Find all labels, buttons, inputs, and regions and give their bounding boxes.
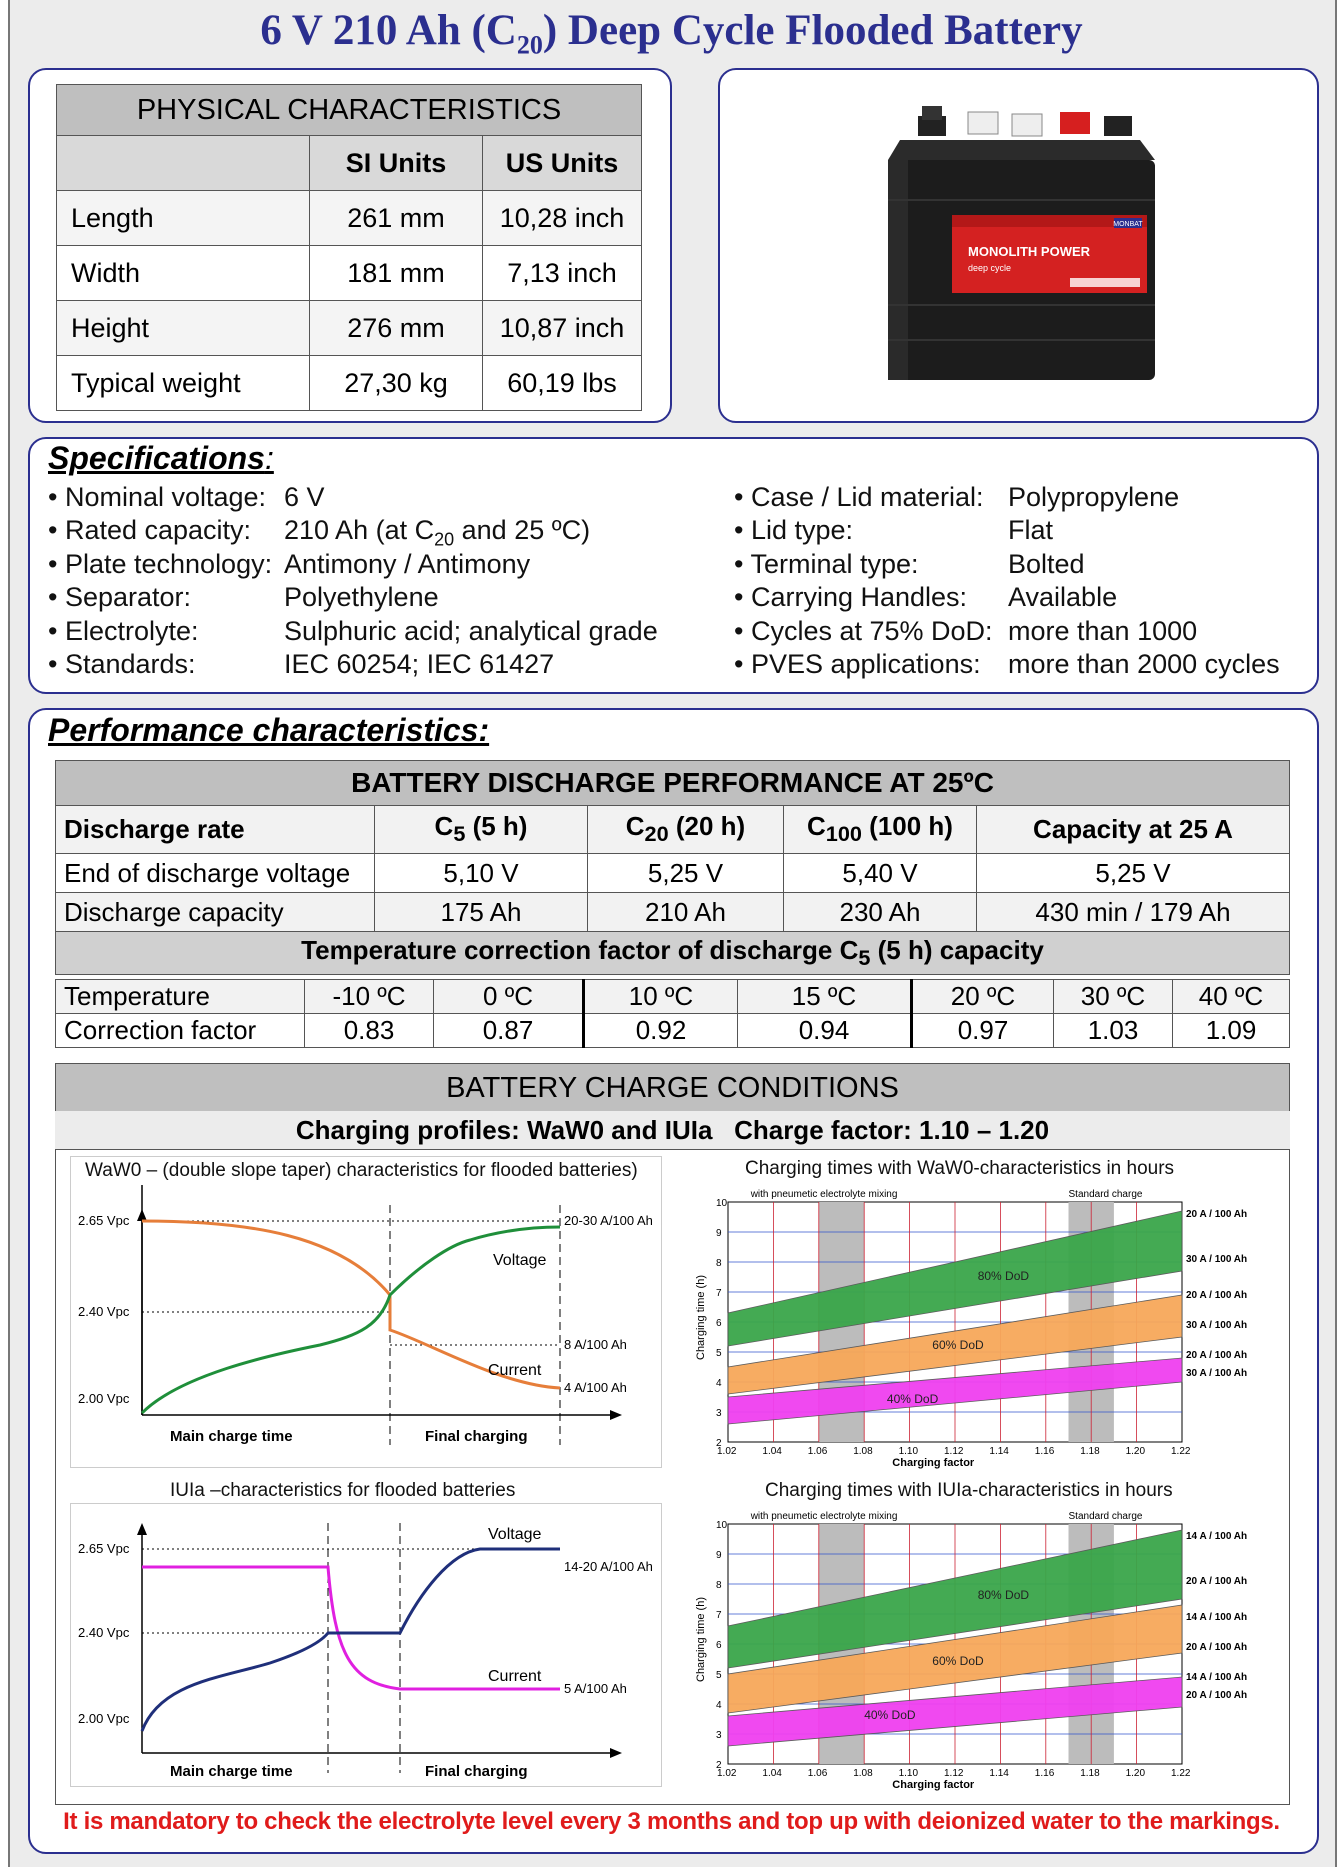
y-tick-label: 6 — [716, 1318, 722, 1329]
discharge-table — [55, 760, 1290, 975]
table-row — [57, 301, 642, 356]
si-value: 261 mm — [310, 191, 483, 246]
rate-label: 20 A / 100 Ah — [1186, 1576, 1248, 1587]
cell: 5,40 V — [784, 854, 977, 893]
si-value: 181 mm — [310, 246, 483, 301]
cell: 175 Ah — [375, 893, 588, 932]
spec-label: • Carrying Handles: — [734, 582, 968, 613]
us-value: 10,87 inch — [483, 301, 642, 356]
si-units-header: SI Units — [310, 136, 483, 191]
spec-value: more than 1000 — [1008, 615, 1198, 646]
temp-cell: 20 ºC — [912, 980, 1054, 1014]
spec-value: Sulphuric acid; analytical grade — [284, 615, 658, 646]
y-tick-label: 4 — [716, 1378, 722, 1389]
y-tick-label: 9 — [716, 1550, 722, 1561]
y-tick-label: 10 — [716, 1520, 728, 1531]
y-tick-label: 7 — [716, 1610, 722, 1621]
standard-charge-label: Standard charge — [1068, 1189, 1143, 1200]
row-label: Length — [57, 191, 310, 246]
rate-label: 20 A / 100 Ah — [1186, 1690, 1248, 1701]
temp-cell: -10 ºC — [305, 980, 434, 1014]
spec-label: • Terminal type: — [734, 548, 919, 579]
x-tick-label: 1.18 — [1080, 1446, 1100, 1457]
y-tick-label: 5 — [716, 1348, 722, 1359]
iuia-v265-label: 2.65 Vpc — [78, 1541, 130, 1556]
factor-cell: 0.92 — [584, 1014, 738, 1048]
waw0-diagram — [70, 1185, 660, 1465]
waw0-rate3: 4 A/100 Ah — [564, 1380, 627, 1395]
spec-value: Polypropylene — [1008, 482, 1180, 512]
rate-label: 14 A / 100 Ah — [1186, 1612, 1248, 1623]
rate-label: 20 A / 100 Ah — [1186, 1290, 1248, 1301]
row-label: Width — [57, 246, 310, 301]
electrolyte-warning: It is mandatory to check the electrolyte level every 3 months and top up with deionized water to the markings. — [63, 1808, 1280, 1835]
spec-value: Polyethylene — [284, 582, 439, 613]
y-tick-label: 6 — [716, 1640, 722, 1651]
row-label: End of discharge voltage — [56, 854, 375, 893]
waw0-main-charge: Main charge time — [170, 1428, 293, 1445]
spec-label: • PVES applications: — [734, 649, 981, 679]
physical-header: PHYSICAL CHARACTERISTICS — [57, 85, 642, 136]
spec-label: • Standards: — [48, 649, 196, 679]
y-tick-label: 2 — [716, 1438, 722, 1449]
spec-value: 6 V — [284, 482, 325, 512]
x-axis-label: Charging factor — [892, 1779, 975, 1791]
y-tick-label: 3 — [716, 1408, 722, 1419]
row-label: Temperature — [56, 980, 305, 1014]
temp-cell: 10 ºC — [584, 980, 738, 1014]
col-capacity-25a: Capacity at 25 A — [977, 806, 1290, 854]
temp-cell: 30 ºC — [1054, 980, 1173, 1014]
x-tick-label: 1.20 — [1125, 1768, 1146, 1779]
y-tick-label: 8 — [716, 1580, 722, 1591]
col-c20: $C_{20}$ (20 h) — [588, 806, 784, 854]
table-row — [57, 246, 642, 301]
x-tick-label: 1.06 — [807, 1768, 828, 1779]
v265-label: 2.65 Vpc — [78, 1213, 130, 1228]
charge-header: BATTERY CHARGE CONDITIONS — [55, 1063, 1290, 1113]
factor-cell: 0.94 — [738, 1014, 912, 1048]
spec-label: • Rated capacity: — [48, 515, 252, 546]
v240-label: 2.40 Vpc — [78, 1304, 130, 1319]
x-tick-label: 1.06 — [807, 1446, 828, 1457]
iuia-v240-label: 2.40 Vpc — [78, 1625, 130, 1640]
spec-label: • Nominal voltage: — [48, 482, 267, 512]
physical-table — [56, 84, 642, 411]
iuia-charging-time-chart — [690, 1502, 1290, 1792]
col-c5: $C_5$ (5 h) — [375, 806, 588, 854]
iuia-diagram — [70, 1503, 660, 1785]
battery-subbrand: deep cycle — [968, 263, 1012, 273]
waw0-charging-time-chart — [690, 1180, 1290, 1470]
rate-label: 20 A / 100 Ah — [1186, 1642, 1248, 1653]
y-tick-label: 2 — [716, 1760, 722, 1771]
iuia-voltage-label: Voltage — [488, 1526, 542, 1543]
temperature-table — [55, 979, 1290, 1048]
mixing-label: with pneumetic electrolyte mixing — [750, 1189, 898, 1200]
battery-image — [870, 100, 1170, 390]
si-value: 27,30 kg — [310, 356, 483, 411]
x-tick-label: 1.08 — [853, 1446, 873, 1457]
y-axis-label: Charging time (h) — [695, 1597, 707, 1682]
specifications-title: Specifications: — [48, 440, 274, 476]
waw0-final-charging: Final charging — [425, 1428, 528, 1445]
cell: 5,10 V — [375, 854, 588, 893]
x-tick-label: 1.08 — [853, 1768, 873, 1779]
rate-label: 30 A / 100 Ah — [1186, 1254, 1248, 1265]
us-value: 10,28 inch — [483, 191, 642, 246]
cell: 210 Ah — [588, 893, 784, 932]
charge-subheader: Charging profiles: WaW0 and IUIa Charge factor: 1.10 – 1.20 — [55, 1111, 1290, 1150]
discharge-header: BATTERY DISCHARGE PERFORMANCE AT 25ºC — [56, 761, 1290, 806]
spec-label: • Separator: — [48, 582, 192, 613]
table-row — [56, 980, 1290, 1014]
battery-badge: MONBAT — [1113, 221, 1143, 228]
iuia-final-charging: Final charging — [425, 1763, 528, 1780]
rate-label: 14 A / 100 Ah — [1186, 1672, 1248, 1683]
rate-label: 20 A / 100 Ah — [1186, 1209, 1248, 1220]
factor-cell: 1.09 — [1173, 1014, 1290, 1048]
corner-cell — [57, 136, 310, 191]
rate-label: 30 A / 100 Ah — [1186, 1368, 1248, 1379]
iuia-title: IUIa –characteristics for flooded batteries — [170, 1480, 516, 1501]
x-tick-label: 1.16 — [1034, 1768, 1055, 1779]
col-c100: $C_{100}$ (100 h) — [784, 806, 977, 854]
us-value: 60,19 lbs — [483, 356, 642, 411]
table-row — [56, 1014, 1290, 1048]
y-tick-label: 3 — [716, 1730, 722, 1741]
spec-label: • Lid type: — [734, 515, 854, 546]
us-units-header: US Units — [483, 136, 642, 191]
x-tick-label: 1.22 — [1171, 1446, 1191, 1457]
temp-cell: 15 ºC — [738, 980, 912, 1014]
si-value: 276 mm — [310, 301, 483, 356]
y-tick-label: 9 — [716, 1228, 722, 1239]
x-tick-label: 1.02 — [717, 1768, 737, 1779]
temperature-header: Temperature correction factor of discharge $C_5$ (5 h) capacity — [56, 932, 1290, 975]
temp-cell: 0 ºC — [434, 980, 584, 1014]
v200-label: 2.00 Vpc — [78, 1391, 130, 1406]
x-tick-label: 1.04 — [762, 1768, 782, 1779]
factor-cell: 1.03 — [1054, 1014, 1173, 1048]
dod-label: 40% DoD — [886, 1392, 939, 1406]
dod-label: 80% DoD — [977, 1269, 1030, 1283]
cell: 5,25 V — [977, 854, 1290, 893]
row-label: Correction factor — [56, 1014, 305, 1048]
y-axis-label: Charging time (h) — [695, 1275, 707, 1360]
factor-cell: 0.83 — [305, 1014, 434, 1048]
y-tick-label: 10 — [716, 1198, 728, 1209]
dod-label: 40% DoD — [864, 1708, 916, 1722]
x-tick-label: 1.20 — [1125, 1446, 1146, 1457]
iuia-v200-label: 2.00 Vpc — [78, 1711, 130, 1726]
chart1-title: Charging times with WaW0-characteristics in hours — [745, 1158, 1175, 1179]
x-axis-label: Charging factor — [892, 1457, 975, 1469]
waw0-title: WaW0 – (double slope taper) characteristics for flooded batteries) — [85, 1160, 638, 1181]
table-row — [56, 893, 1290, 932]
x-tick-label: 1.10 — [898, 1446, 919, 1457]
spec-value: Antimony / Antimony — [284, 548, 531, 579]
x-tick-label: 1.12 — [944, 1768, 964, 1779]
waw0-current-label: Current — [488, 1362, 542, 1379]
spec-value: Available — [1008, 582, 1118, 613]
x-tick-label: 1.14 — [989, 1446, 1009, 1457]
cell: 5,25 V — [588, 854, 784, 893]
spec-label: • Electrolyte: — [48, 615, 199, 646]
spec-value: IEC 60254; IEC 61427 — [284, 649, 555, 679]
iuia-main-charge: Main charge time — [170, 1763, 293, 1780]
table-row — [57, 356, 642, 411]
x-tick-label: 1.18 — [1080, 1768, 1100, 1779]
dod-label: 60% DoD — [932, 1654, 984, 1668]
spec-value: 210 Ah (at $C_{20}$ and 25 ºC) — [284, 515, 591, 550]
iuia-rate2: 5 A/100 Ah — [564, 1681, 627, 1696]
table-row — [56, 854, 1290, 893]
temp-cell: 40 ºC — [1173, 980, 1290, 1014]
rate-label: 20 A / 100 Ah — [1186, 1350, 1248, 1361]
x-tick-label: 1.12 — [944, 1446, 964, 1457]
iuia-rate1: 14-20 A/100 Ah — [564, 1559, 653, 1574]
row-label: Typical weight — [57, 356, 310, 411]
dod-label: 60% DoD — [932, 1338, 984, 1352]
rate-label: 14 A / 100 Ah — [1186, 1531, 1248, 1542]
x-tick-label: 1.10 — [898, 1768, 919, 1779]
iuia-current-label: Current — [488, 1668, 542, 1685]
y-tick-label: 8 — [716, 1258, 722, 1269]
page-title: 6 V 210 Ah $(C_{20})$ Deep Cycle Flooded Battery — [260, 7, 1083, 60]
factor-cell: 0.97 — [912, 1014, 1054, 1048]
spec-value: Bolted — [1008, 548, 1085, 579]
waw0-rate2: 8 A/100 Ah — [564, 1337, 627, 1352]
row-label: Discharge capacity — [56, 893, 375, 932]
x-tick-label: 1.16 — [1034, 1446, 1055, 1457]
performance-title: Performance characteristics: — [48, 712, 490, 748]
x-tick-label: 1.22 — [1171, 1768, 1191, 1779]
y-tick-label: 5 — [716, 1670, 722, 1681]
mixing-label: with pneumetic electrolyte mixing — [750, 1511, 898, 1522]
spec-label: • Plate technology: — [48, 548, 273, 579]
rate-label: 30 A / 100 Ah — [1186, 1320, 1248, 1331]
waw0-rate1: 20-30 A/100 Ah — [564, 1213, 653, 1228]
spec-label: • Case / Lid material: — [734, 482, 984, 512]
table-row — [57, 191, 642, 246]
dod-label: 80% DoD — [977, 1588, 1030, 1602]
spec-value: more than 2000 cycles — [1008, 649, 1280, 679]
y-tick-label: 7 — [716, 1288, 722, 1299]
waw0-voltage-label: Voltage — [493, 1252, 547, 1269]
factor-cell: 0.87 — [434, 1014, 584, 1048]
cell: 430 min / 179 Ah — [977, 893, 1290, 932]
x-tick-label: 1.04 — [762, 1446, 782, 1457]
x-tick-label: 1.02 — [717, 1446, 737, 1457]
cell: 230 Ah — [784, 893, 977, 932]
chart2-title: Charging times with IUIa-characteristics in hours — [765, 1480, 1173, 1501]
battery-brand: MONOLITH POWER — [968, 244, 1091, 259]
col-discharge-rate: Discharge rate — [56, 806, 375, 854]
x-tick-label: 1.14 — [989, 1768, 1009, 1779]
row-label: Height — [57, 301, 310, 356]
us-value: 7,13 inch — [483, 246, 642, 301]
spec-value: Flat — [1008, 515, 1054, 546]
standard-charge-label: Standard charge — [1068, 1511, 1143, 1522]
y-tick-label: 4 — [716, 1700, 722, 1711]
spec-label: • Cycles at 75% DoD: — [734, 615, 993, 646]
